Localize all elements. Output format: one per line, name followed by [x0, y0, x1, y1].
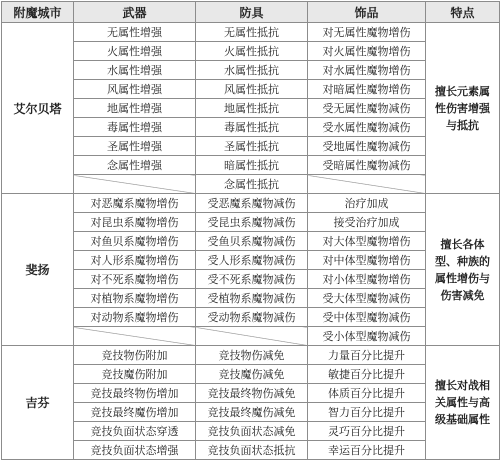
armor-cell: 受昆虫系魔物减伤 — [196, 213, 308, 232]
table-row — [2, 23, 500, 42]
accessory-cell: 受暗属性魔物减伤 — [308, 156, 426, 175]
armor-cell: 受不死系魔物减伤 — [196, 270, 308, 289]
table-row — [2, 251, 500, 270]
weapon-cell: 圣属性增强 — [74, 137, 196, 156]
table-row — [2, 384, 500, 403]
city-name: 斐扬 — [2, 194, 74, 346]
armor-cell: 风属性抵抗 — [196, 80, 308, 99]
accessory-cell: 受水属性魔物减伤 — [308, 118, 426, 137]
weapon-cell: 竞技物伤附加 — [74, 346, 196, 365]
table-row — [2, 213, 500, 232]
accessory-cell: 对火属性魔物增伤 — [308, 42, 426, 61]
weapon-cell: 竞技负面状态增强 — [74, 441, 196, 460]
armor-cell: 竞技魔伤减免 — [196, 365, 308, 384]
armor-cell: 受人形系魔物减伤 — [196, 251, 308, 270]
table-body — [2, 23, 500, 460]
table-row — [2, 118, 500, 137]
header-armor: 防具 — [196, 2, 308, 23]
weapon-cell: 地属性增强 — [74, 99, 196, 118]
weapon-cell: 念属性增强 — [74, 156, 196, 175]
accessory-cell: 对小体型魔物增伤 — [308, 270, 426, 289]
armor-cell: 地属性抵抗 — [196, 99, 308, 118]
table-row — [2, 61, 500, 80]
weapon-cell: 竞技负面状态穿透 — [74, 422, 196, 441]
accessory-cell: 受中体型魔物减伤 — [308, 308, 426, 327]
table-row — [2, 289, 500, 308]
accessory-cell: 力量百分比提升 — [308, 346, 426, 365]
armor-cell: 竞技最终魔伤减免 — [196, 403, 308, 422]
armor-cell: 受鱼贝系魔物减伤 — [196, 232, 308, 251]
accessory-cell: 对无属性魔物增伤 — [308, 23, 426, 42]
armor-cell: 圣属性抵抗 — [196, 137, 308, 156]
armor-cell: 竞技最终物伤减免 — [196, 384, 308, 403]
accessory-cell: 对中体型魔物增伤 — [308, 251, 426, 270]
table-row — [2, 80, 500, 99]
weapon-cell: 对人形系魔物增伤 — [74, 251, 196, 270]
header-weapon: 武器 — [74, 2, 196, 23]
trait-description: 擅长元素属性伤害增强与抵抗 — [426, 23, 500, 194]
table-row — [2, 365, 500, 384]
weapon-cell: 火属性增强 — [74, 42, 196, 61]
header-row — [2, 2, 500, 23]
table-row — [2, 422, 500, 441]
weapon-cell: 水属性增强 — [74, 61, 196, 80]
empty-cell — [196, 327, 308, 346]
accessory-cell: 对暗属性魔物增伤 — [308, 80, 426, 99]
table-row — [2, 403, 500, 422]
armor-cell: 受植物系魔物减伤 — [196, 289, 308, 308]
table-row — [2, 99, 500, 118]
enchant-table — [1, 1, 500, 460]
table-row — [2, 441, 500, 460]
weapon-cell: 无属性增强 — [74, 23, 196, 42]
table-row — [2, 42, 500, 61]
weapon-cell: 对植物系魔物增伤 — [74, 289, 196, 308]
accessory-cell: 对大体型魔物增伤 — [308, 232, 426, 251]
weapon-cell: 对鱼贝系魔物增伤 — [74, 232, 196, 251]
city-name: 艾尔贝塔 — [2, 23, 74, 194]
table-row — [2, 346, 500, 365]
armor-cell: 竞技负面状态抵抗 — [196, 441, 308, 460]
table-row — [2, 308, 500, 327]
table-row — [2, 156, 500, 175]
weapon-cell: 对昆虫系魔物增伤 — [74, 213, 196, 232]
table-row — [2, 194, 500, 213]
accessory-cell: 受无属性魔物减伤 — [308, 99, 426, 118]
weapon-cell: 竞技魔伤附加 — [74, 365, 196, 384]
weapon-cell: 毒属性增强 — [74, 118, 196, 137]
weapon-cell: 对动物系魔物增伤 — [74, 308, 196, 327]
weapon-cell: 竞技最终物伤增加 — [74, 384, 196, 403]
armor-cell: 水属性抵抗 — [196, 61, 308, 80]
armor-cell: 受恶魔系魔物减伤 — [196, 194, 308, 213]
trait-description: 擅长各体型、种族的属性增伤与伤害减免 — [426, 194, 500, 346]
armor-cell: 火属性抵抗 — [196, 42, 308, 61]
trait-description: 擅长对战相关属性与高级基础属性 — [426, 346, 500, 460]
accessory-cell: 受小体型魔物减伤 — [308, 327, 426, 346]
accessory-cell: 接受治疗加成 — [308, 213, 426, 232]
accessory-cell: 对水属性魔物增伤 — [308, 61, 426, 80]
accessory-cell: 智力百分比提升 — [308, 403, 426, 422]
city-name: 吉芬 — [2, 346, 74, 460]
header-accessory: 饰品 — [308, 2, 426, 23]
header-city: 附魔城市 — [2, 2, 74, 23]
accessory-cell: 幸运百分比提升 — [308, 441, 426, 460]
table-row — [2, 232, 500, 251]
empty-cell — [74, 327, 196, 346]
accessory-cell: 治疗加成 — [308, 194, 426, 213]
accessory-cell: 受大体型魔物减伤 — [308, 289, 426, 308]
table-row — [2, 175, 500, 194]
weapon-cell: 对不死系魔物增伤 — [74, 270, 196, 289]
table-row — [2, 270, 500, 289]
accessory-cell: 灵巧百分比提升 — [308, 422, 426, 441]
armor-cell: 受动物系魔物减伤 — [196, 308, 308, 327]
armor-cell: 暗属性抵抗 — [196, 156, 308, 175]
header-trait: 特点 — [426, 2, 500, 23]
armor-cell: 毒属性抵抗 — [196, 118, 308, 137]
weapon-cell: 对恶魔系魔物增伤 — [74, 194, 196, 213]
empty-cell — [74, 175, 196, 194]
table-row — [2, 327, 500, 346]
table-row — [2, 137, 500, 156]
empty-cell — [308, 175, 426, 194]
armor-cell: 念属性抵抗 — [196, 175, 308, 194]
armor-cell: 无属性抵抗 — [196, 23, 308, 42]
armor-cell: 竞技负面状态减免 — [196, 422, 308, 441]
weapon-cell: 竞技最终魔伤增加 — [74, 403, 196, 422]
accessory-cell: 体质百分比提升 — [308, 384, 426, 403]
weapon-cell: 风属性增强 — [74, 80, 196, 99]
accessory-cell: 受地属性魔物减伤 — [308, 137, 426, 156]
accessory-cell: 敏捷百分比提升 — [308, 365, 426, 384]
armor-cell: 竞技物伤减免 — [196, 346, 308, 365]
